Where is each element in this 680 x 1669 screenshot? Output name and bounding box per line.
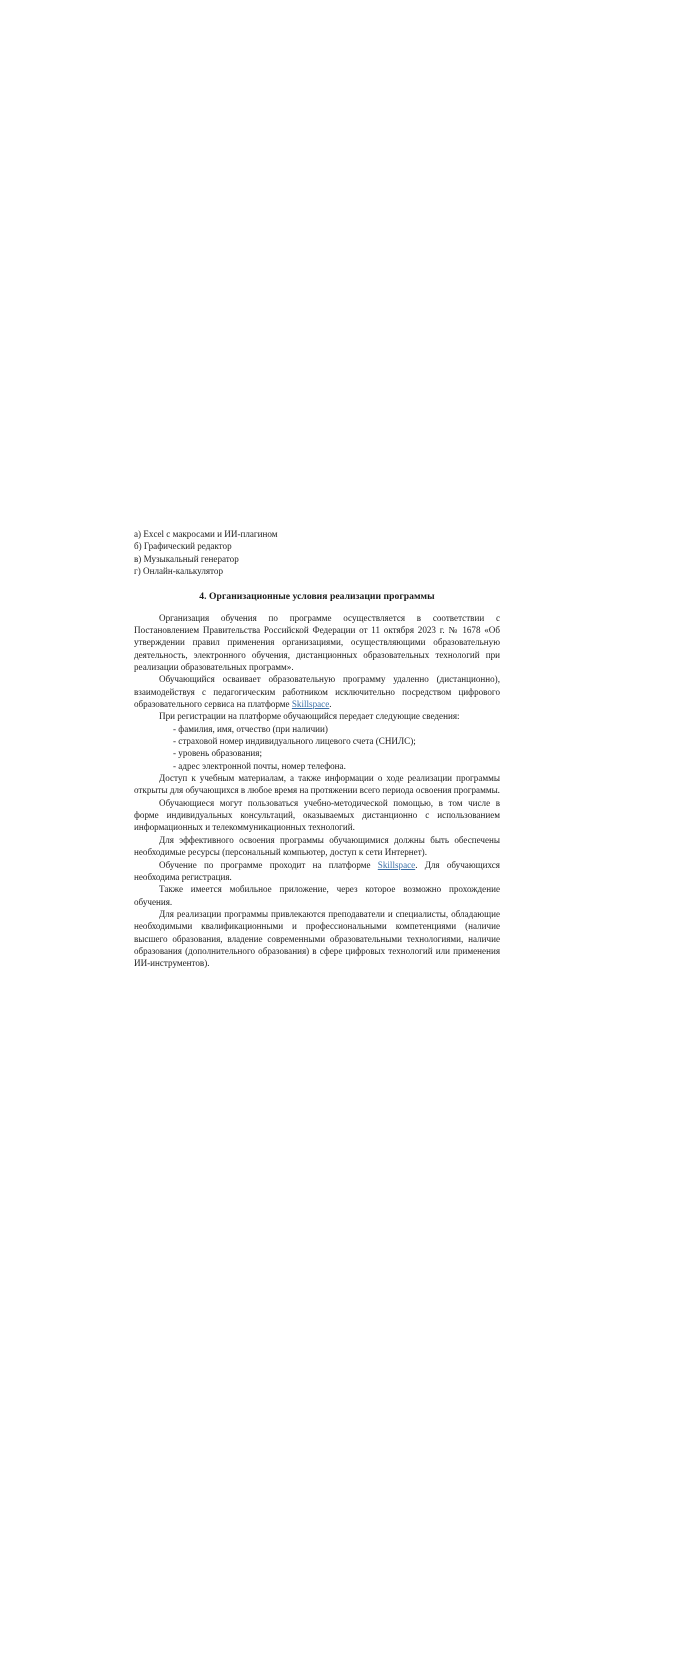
- answer-option-a: а) Excel с макросами и ИИ-плагином: [134, 529, 278, 539]
- answer-option-c: в) Музыкальный генератор: [134, 553, 239, 564]
- paragraph-legal-basis-text-2: «Об утверждении правил применения организациями, осуществляющими образовательную деятельность, электронного обучения, дистанционных образовательных технологий при реализации образовательных программ».: [134, 624, 501, 672]
- document-text-block: [134, 528, 500, 970]
- section-heading: 4. Организационные условия реализации программы: [199, 590, 435, 602]
- registration-details-list: [134, 723, 500, 772]
- paragraph-legal-basis-text-1: Организация обучения по программе осуществляется в соответствии с Постановлением Правительства Российской Федерации от 11 октября 2023 г.: [134, 612, 500, 635]
- answer-option-d: г) Онлайн-калькулятор: [134, 566, 223, 577]
- paragraph-materials-access: Доступ к учебным материалам, а также информации о ходе реализации программы открыты для обучающихся в любое время на протяжении всего периода освоения программы.: [134, 773, 500, 796]
- paragraph-platform: [134, 859, 500, 884]
- paragraph-platform-text-2: . Для обучающихся необходима регистрация.: [134, 859, 500, 882]
- answer-option-b: б) Графический редактор: [134, 541, 232, 552]
- registration-detail-name: - фамилия, имя, отчество (при наличии): [173, 723, 328, 734]
- paragraph-remote-learning-text-2: .: [329, 699, 332, 710]
- paragraph-legal-basis: [134, 612, 500, 674]
- skillspace-link-secondary[interactable]: Skillspace: [377, 859, 416, 870]
- paragraph-mobile-app: Также имеется мобильное приложение, через которое возможно прохождение обучения.: [134, 884, 500, 907]
- registration-detail-contacts: - адрес электронной почты, номер телефона.: [173, 760, 346, 771]
- paragraph-remote-learning: [134, 673, 500, 710]
- decree-number: № 1678: [448, 624, 481, 635]
- paragraph-required-resources: Для эффективного освоения программы обучающимися должны быть обеспечены необходимые ресурсы (персональный компьютер, доступ к сети Интернет).: [134, 834, 500, 858]
- paragraph-staff-requirements: Для реализации программы привлекаются преподаватели и специалисты, обладающие необходимыми квалификационными и профессиональными компетенциями (наличие высшего образования, владение современными образовательными технологиями, наличие образования (дополнительного образования) в сфере цифровых технологий или применения ИИ-инструментов).: [134, 908, 500, 969]
- answer-options-list: [134, 528, 500, 578]
- registration-detail-education: - уровень образования;: [173, 748, 263, 759]
- paragraph-platform-text-1: Обучение по программе проходит на платформе: [159, 859, 378, 870]
- skillspace-link[interactable]: Skillspace: [291, 699, 330, 710]
- registration-detail-snils: - страховой номер индивидуального лицевого счета (СНИЛС);: [173, 736, 416, 747]
- paragraph-remote-learning-text-1: Обучающийся осваивает образовательную программу удаленно (дистанционно), взаимодействуя с педагогическим работником исключительно посредством цифрового образовательного сервиса на платформе: [134, 674, 500, 710]
- paragraph-methodical-help: Обучающиеся могут пользоваться учебно-методической помощью, в том числе в форме индивидуальных консультаций, оказываемых дистанционно с использованием информационных и телекоммуникационных технологий.: [134, 797, 500, 833]
- paragraph-registration-intro: При регистрации на платформе обучающийся передает следующие сведения:: [159, 711, 460, 722]
